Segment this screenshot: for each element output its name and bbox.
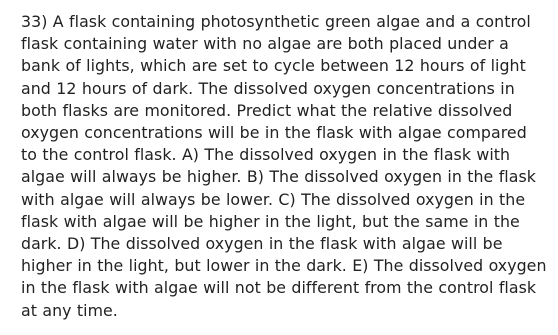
question-text: 33) A flask containing photosynthetic green algae and a control flask containing water with no algae are both placed under a bank of lights, which are set to cycle between 12 hours of light and 12 hours of dark. The dissolved oxygen concentrations in both flasks are monitored. Predict what the relative dissolved oxygen concentrations will be in the flask with algae compared to the control flask. A) The dissolved oxygen in the flask with algae will always be higher. B) The dissolved oxygen in the flask with algae will always be lower. C) The dissolved oxygen in the flask with algae will be higher in the light, but the same in the dark. D) The dissolved oxygen in the flask with algae will be higher in the light, but lower in the dark. E) The dissolved oxygen in the flask with algae will not be different from the control flask at any time. — [21, 12, 547, 320]
